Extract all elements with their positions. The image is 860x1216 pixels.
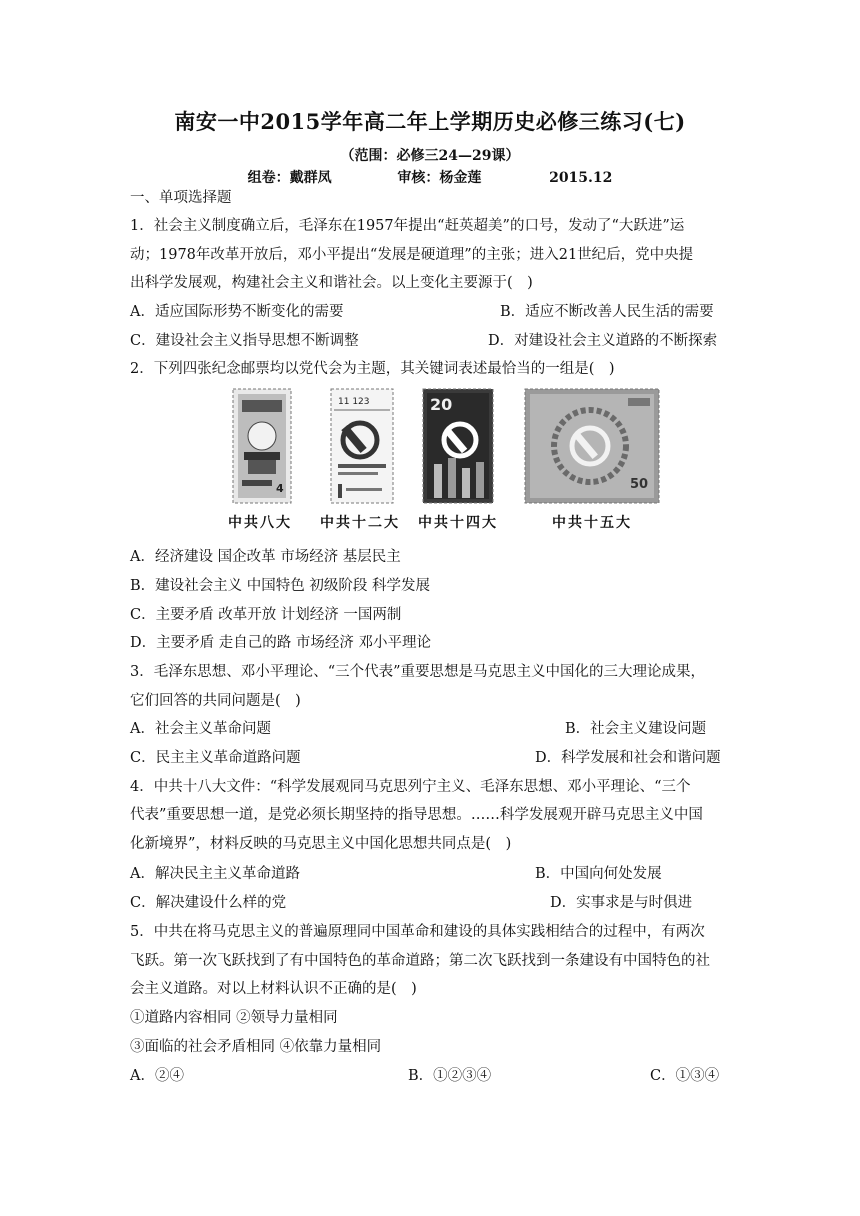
stamp-3-value: 20 [430, 395, 453, 414]
stamp-2-caption: 中共十二大 [320, 515, 400, 531]
q1-option-c: C．建设社会主义指导思想不断调整 [130, 333, 359, 349]
q1-option-a: A．适应国际形势不断变化的需要 [130, 304, 344, 320]
hammer-sickle-factory-stamp-icon [422, 388, 494, 504]
range-subtitle: （范围：必修三24—29课） [340, 148, 520, 164]
q4-option-d: D．实事求是与时俱进 [550, 895, 693, 911]
q3-option-a: A．社会主义革命问题 [130, 721, 271, 737]
stamp-4-value: 50 [630, 477, 649, 492]
q5-items-line-1: ①道路内容相同 ②领导力量相同 [130, 1010, 338, 1026]
q5-items-line-2: ③面临的社会矛盾相同 ④依靠力量相同 [130, 1039, 382, 1055]
q3-line-1: 3．毛泽东思想、邓小平理论、“三个代表”重要思想是马克思主义中国化的三大理论成果， [130, 664, 706, 680]
q2-option-a: A．经济建设 国企改革 市场经济 基层民主 [130, 549, 401, 565]
section-label: 一、单项选择题 [130, 190, 232, 206]
page-title: 南安一中2015学年高二年上学期历史必修三练习(七) [174, 109, 686, 134]
q5-option-a: A．②④ [130, 1068, 184, 1084]
q2-option-c: C．主要矛盾 改革开放 计划经济 一国两制 [130, 607, 402, 623]
q3-option-b: B．社会主义建设问题 [565, 721, 707, 737]
q2-option-b: B．建设社会主义 中国特色 初级阶段 科学发展 [130, 578, 430, 594]
q3-option-d: D．科学发展和社会和谐问题 [535, 750, 721, 766]
q2-stem: 2．下列四张纪念邮票均以党代会为主题，其关键词表述最恰当的一组是( ) [130, 361, 615, 377]
q1-line-1: 1．社会主义制度确立后，毛泽东在1957年提出“赶英超美”的口号，发动了“大跃进”运 [130, 218, 685, 234]
q4-line-3: 化新境界”，材料反映的马克思主义中国化思想共同点是( ) [130, 836, 512, 852]
q5-line-1: 5．中共在将马克思主义的普遍原理同中国革命和建设的具体实践相结合的过程中，有两次 [130, 924, 705, 940]
q4-option-b: B．中国向何处发展 [535, 866, 662, 882]
q1-line-3: 出科学发展观，构建社会主义和谐社会。以上变化主要源于( ) [130, 275, 533, 291]
authors-line [0, 167, 860, 187]
date: 2015.12 [549, 170, 613, 186]
q4-option-c: C．解决建设什么样的党 [130, 895, 287, 911]
q3-option-c: C．民主主义革命道路问题 [130, 750, 301, 766]
q1-option-d: D．对建设社会主义道路的不断探索 [488, 333, 718, 349]
q1-option-b: B．适应不断改善人民生活的需要 [500, 304, 714, 320]
hammer-sickle-stamp-icon [330, 388, 394, 504]
stamp-1-value: 4 [276, 482, 284, 495]
stamp-1-caption: 中共八大 [228, 515, 292, 531]
stamp-2-value: 11 123 [338, 397, 370, 407]
stamp-3-caption: 中共十四大 [418, 515, 498, 531]
reviewer: 审核：杨金莲 [397, 170, 482, 186]
q4-option-a: A．解决民主主义革命道路 [130, 866, 300, 882]
q5-line-3: 会主义道路。对以上材料认识不正确的是( ) [130, 981, 417, 997]
stamps-figure [222, 388, 662, 536]
q5-option-b: B．①②③④ [408, 1068, 492, 1084]
q2-option-d: D．主要矛盾 走自己的路 市场经济 邓小平理论 [130, 635, 431, 651]
hammer-sickle-emblem-stamp-icon [524, 388, 660, 504]
q3-line-2: 它们回答的共同问题是( ) [130, 693, 301, 709]
tiananmen-stamp-icon [232, 388, 292, 504]
q4-line-1: 4．中共十八大文件：“科学发展观同马克思列宁主义、毛泽东思想、邓小平理论、“三个 [130, 779, 691, 795]
q5-option-c: C．①③④ [650, 1068, 720, 1084]
compiler: 组卷：戴群凤 [247, 170, 332, 186]
q1-line-2: 动；1978年改革开放后，邓小平提出“发展是硬道理”的主张；进入21世纪后，党中央提 [130, 247, 694, 263]
stamp-4-caption: 中共十五大 [552, 515, 632, 531]
q4-line-2: 代表”重要思想一道，是党必须长期坚持的指导思想。……科学发展观开辟马克思主义中国 [130, 807, 703, 823]
q5-line-2: 飞跃。第一次飞跃找到了有中国特色的革命道路；第二次飞跃找到一条建设有中国特色的社 [130, 953, 710, 969]
